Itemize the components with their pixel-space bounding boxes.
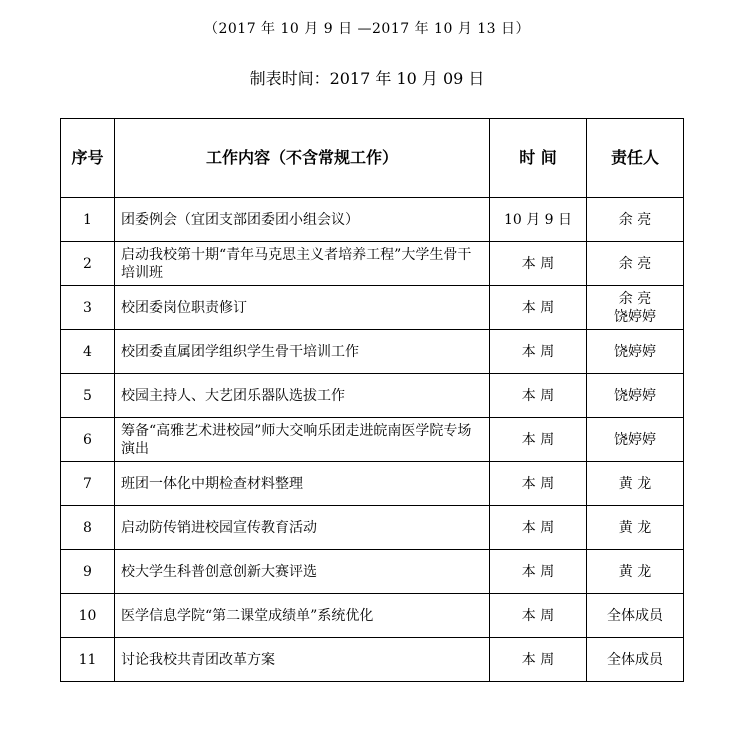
- column-header-content: 工作内容（不含常规工作）: [115, 119, 490, 198]
- row-number: 2: [61, 242, 115, 286]
- table-row: [61, 462, 684, 506]
- row-content: 医学信息学院“第二课堂成绩单”系统优化: [115, 594, 490, 638]
- table-row: [61, 198, 684, 242]
- row-number: 3: [61, 286, 115, 330]
- row-time: 本 周: [490, 374, 587, 418]
- column-header-number: 序号: [61, 119, 115, 198]
- column-header-owner: 责任人: [587, 119, 684, 198]
- row-content: 校园主持人、大艺团乐器队选拔工作: [115, 374, 490, 418]
- column-header-time: 时 间: [490, 119, 587, 198]
- row-owner: 全体成员: [587, 594, 684, 638]
- table-row: [61, 594, 684, 638]
- table-row: [61, 286, 684, 330]
- row-number: 6: [61, 418, 115, 462]
- row-owner: 余 亮: [587, 242, 684, 286]
- table-row: [61, 418, 684, 462]
- row-number: 4: [61, 330, 115, 374]
- row-number: 7: [61, 462, 115, 506]
- row-time: 本 周: [490, 286, 587, 330]
- row-time: 本 周: [490, 330, 587, 374]
- row-content: 校团委直属团学组织学生骨干培训工作: [115, 330, 490, 374]
- row-content: 校团委岗位职责修订: [115, 286, 490, 330]
- row-owner: [587, 286, 684, 330]
- row-number: 5: [61, 374, 115, 418]
- row-owner-primary: 余 亮: [618, 290, 652, 307]
- row-content: 筹备“高雅艺术进校园”师大交响乐团走进皖南医学院专场演出: [115, 418, 490, 462]
- row-time: 本 周: [490, 594, 587, 638]
- table-row: [61, 638, 684, 682]
- date-range: （2017 年 10 月 9 日 —2017 年 10 月 13 日）: [203, 21, 531, 37]
- row-number: 9: [61, 550, 115, 594]
- row-content: 校大学生科普创意创新大赛评选: [115, 550, 490, 594]
- row-owner-secondary: 饶婷婷: [614, 308, 656, 325]
- row-time: 10 月 9 日: [490, 198, 587, 242]
- table-row: [61, 506, 684, 550]
- row-owner: 全体成员: [587, 638, 684, 682]
- row-content: 讨论我校共青团改革方案: [115, 638, 490, 682]
- row-owner: 黄 龙: [587, 550, 684, 594]
- row-content: 团委例会（宜团支部团委团小组会议）: [115, 198, 490, 242]
- row-time: 本 周: [490, 418, 587, 462]
- table-header-row: [61, 119, 684, 198]
- row-owner: 黄 龙: [587, 462, 684, 506]
- row-time: 本 周: [490, 638, 587, 682]
- row-time: 本 周: [490, 462, 587, 506]
- row-owner: 饶婷婷: [587, 418, 684, 462]
- row-content: 启动防传销进校园宣传教育活动: [115, 506, 490, 550]
- row-time: 本 周: [490, 506, 587, 550]
- row-number: 10: [61, 594, 115, 638]
- row-owner: 黄 龙: [587, 506, 684, 550]
- row-time: 本 周: [490, 550, 587, 594]
- row-owner: 饶婷婷: [587, 330, 684, 374]
- table-row: [61, 242, 684, 286]
- row-owner: 饶婷婷: [587, 374, 684, 418]
- table-row: [61, 550, 684, 594]
- row-content: 班团一体化中期检查材料整理: [115, 462, 490, 506]
- row-time: 本 周: [490, 242, 587, 286]
- made-time: 制表时间：2017 年 10 月 09 日: [249, 69, 485, 88]
- row-number: 11: [61, 638, 115, 682]
- table-row: [61, 374, 684, 418]
- schedule-table: [60, 118, 684, 682]
- row-number: 8: [61, 506, 115, 550]
- table-row: [61, 330, 684, 374]
- row-content: 启动我校第十期“青年马克思主义者培养工程”大学生骨干培训班: [115, 242, 490, 286]
- row-owner: 余 亮: [587, 198, 684, 242]
- row-number: 1: [61, 198, 115, 242]
